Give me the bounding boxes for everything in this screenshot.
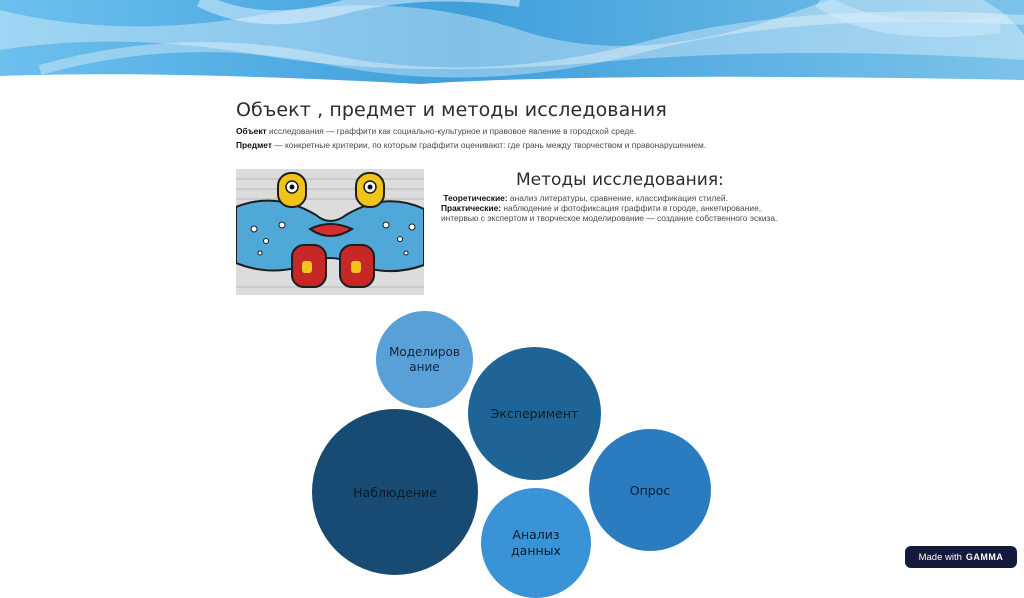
subject-text: — конкретные критерии, по которым граффити оценивают: где грань между творчеством и правонарушением. xyxy=(271,140,707,150)
badge-prefix: Made with xyxy=(918,551,962,563)
bubble-modeling-label: Моделирование xyxy=(389,344,460,374)
slide-title: Объект , предмет и методы исследования xyxy=(236,99,667,121)
gamma-logo: GAMMA xyxy=(965,552,1004,562)
object-line xyxy=(236,126,636,136)
methods-text xyxy=(441,193,791,223)
bubble-survey-label: Опрос xyxy=(629,482,671,498)
bubble-observation xyxy=(312,409,478,575)
bubble-experiment xyxy=(468,347,601,480)
bubble-modeling xyxy=(376,311,473,408)
methods-theoretical-text: анализ литературы, сравнение, классификация стилей. xyxy=(507,193,728,203)
methods-practical-label: Практические: xyxy=(441,203,502,213)
methods-practical-text: наблюдение и фотофиксация граффити в городе, анкетирование, интервью с экспертом и творческое моделирование — создание собственного эскиза. xyxy=(441,203,778,223)
bubble-survey xyxy=(589,429,711,551)
graffiti-mural-image xyxy=(236,169,424,295)
bubble-analysis xyxy=(481,488,591,598)
header-banner xyxy=(0,0,1024,84)
bubble-observation-label: Наблюдение xyxy=(353,484,437,500)
object-label: Объект xyxy=(236,126,267,136)
bubble-analysis-label: Анализ данных xyxy=(511,527,561,558)
bubble-experiment-label: Эксперимент xyxy=(490,406,579,421)
methods-theoretical-label: Теоретические: xyxy=(443,193,508,203)
subject-label: Предмет xyxy=(236,140,272,150)
object-text: исследования — граффити как социально-культурное и правовое явление в городской среде. xyxy=(266,126,637,136)
subject-line xyxy=(236,140,706,150)
methods-heading: Методы исследования: xyxy=(516,170,724,190)
made-with-gamma-badge[interactable] xyxy=(905,546,1017,568)
methods-practical xyxy=(441,203,791,223)
methods-theoretical xyxy=(441,193,791,203)
